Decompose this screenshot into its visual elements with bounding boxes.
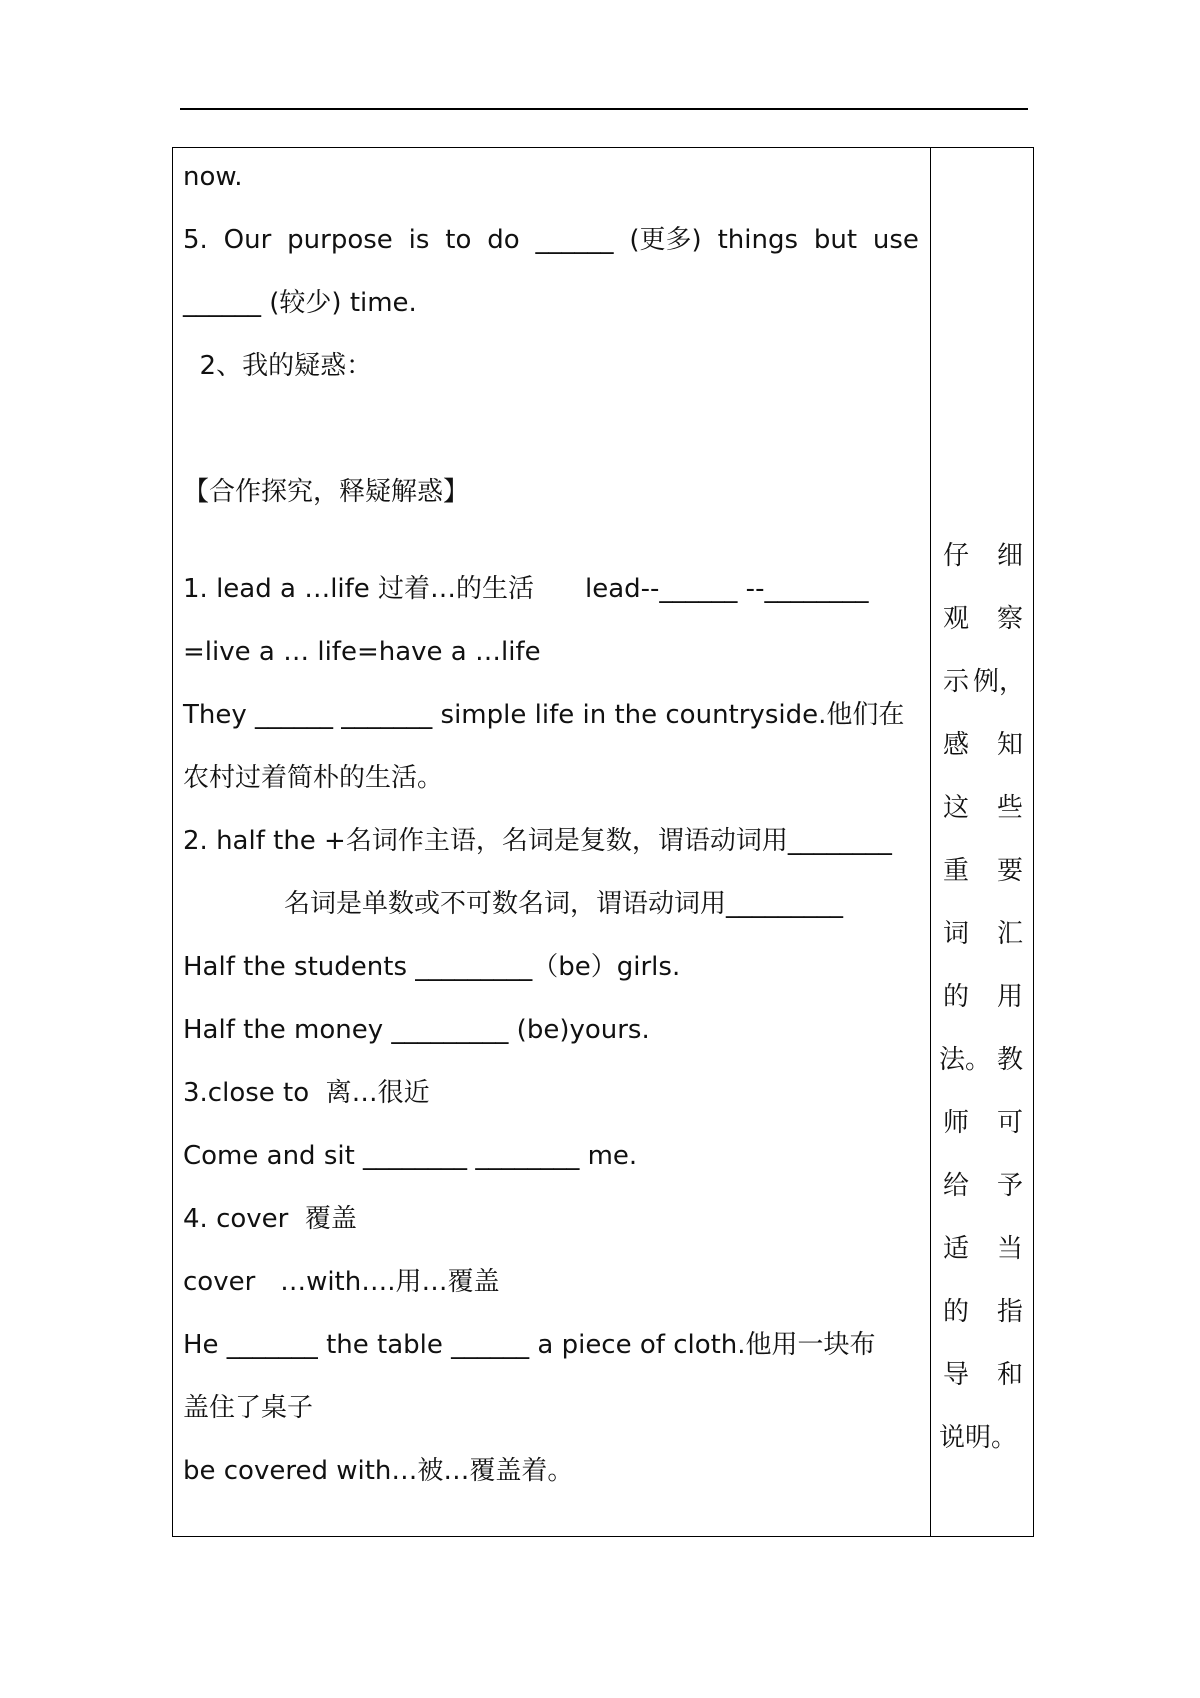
word: to xyxy=(445,225,472,255)
item-2-example-1: Half the students _________（be）girls. xyxy=(183,952,681,982)
blank: ______ xyxy=(535,225,614,255)
word: (更多) xyxy=(629,225,702,255)
header-rule xyxy=(180,108,1028,110)
word: but xyxy=(813,225,858,255)
sidebar-char: 细 xyxy=(996,541,1023,571)
item-4-example: He _______ the table ______ a piece of cloth.他用一块布 xyxy=(183,1330,876,1360)
exercise-5-line-2: ______ (较少) time. xyxy=(183,288,417,318)
sidebar-char: 例， xyxy=(973,667,1026,697)
sidebar-char: 示 xyxy=(942,667,969,697)
sidebar-char: 师 xyxy=(942,1108,969,1138)
sidebar-char: 和 xyxy=(996,1360,1023,1390)
sidebar-char: 知 xyxy=(996,730,1023,760)
item-3-example: Come and sit ________ ________ me. xyxy=(183,1141,638,1171)
sidebar-char: 观 xyxy=(942,604,969,634)
sidebar-char: 感 xyxy=(942,730,969,760)
item-2-rule-plural: 2. half the +名词作主语，名词是复数，谓语动词用________ xyxy=(183,826,892,856)
sidebar-char: 法。 xyxy=(939,1045,992,1075)
sidebar-char: 的 xyxy=(942,1297,969,1327)
sidebar-char: 汇 xyxy=(996,919,1023,949)
section-heading-cooperative: 【合作探究，释疑解惑】 xyxy=(183,477,470,507)
item-4-translation: 盖住了桌子 xyxy=(183,1393,314,1423)
sidebar-char: 要 xyxy=(996,856,1023,886)
sidebar-char: 用 xyxy=(996,982,1023,1012)
word: do xyxy=(487,225,520,255)
sidebar-char: 适 xyxy=(942,1234,969,1264)
sidebar-char: 教 xyxy=(996,1045,1023,1075)
word: 5. xyxy=(183,225,208,255)
sidebar-char: 这 xyxy=(942,793,969,823)
item-1-equivalents: =live a … life=have a …life xyxy=(183,637,541,667)
word: use xyxy=(872,225,919,255)
sidebar-char: 导 xyxy=(942,1360,969,1390)
sidebar-char: 予 xyxy=(996,1171,1023,1201)
sidebar-char: 仔 xyxy=(942,541,969,571)
word: is xyxy=(408,225,430,255)
item-1-forms: lead--______ --________ xyxy=(585,574,869,604)
sidebar-char: 察 xyxy=(996,604,1023,634)
item-1-example: They ______ _______ simple life in the countryside.他们在 xyxy=(183,700,905,730)
item-2-rule-singular: 名词是单数或不可数名词，谓语动词用_________ xyxy=(284,889,844,919)
word: things xyxy=(717,225,798,255)
exercise-5-line xyxy=(183,223,919,257)
text-line-now: now. xyxy=(183,162,243,192)
item-4-usage: cover …with….用…覆盖 xyxy=(183,1267,500,1297)
item-1-translation: 农村过着简朴的生活。 xyxy=(183,763,444,793)
sidebar-char: 重 xyxy=(942,856,969,886)
my-questions-heading: 2、我的疑惑： xyxy=(183,351,373,381)
item-1-title: 1. lead a …life 过着…的生活 xyxy=(183,574,535,604)
sidebar-char: 当 xyxy=(996,1234,1023,1264)
sidebar-char: 的 xyxy=(942,982,969,1012)
item-4-passive: be covered with…被…覆盖着。 xyxy=(183,1456,574,1486)
word: purpose xyxy=(287,225,393,255)
item-2-example-2: Half the money _________ (be)yours. xyxy=(183,1015,650,1045)
column-divider xyxy=(930,147,931,1537)
item-3-title: 3.close to 离…很近 xyxy=(183,1078,430,1108)
item-4-title: 4. cover 覆盖 xyxy=(183,1204,357,1234)
sidebar-char: 词 xyxy=(942,919,969,949)
sidebar-char: 指 xyxy=(996,1297,1023,1327)
sidebar-char: 给 xyxy=(942,1171,969,1201)
word: Our xyxy=(223,225,272,255)
sidebar-char: 些 xyxy=(996,793,1023,823)
sidebar-char: 说明。 xyxy=(939,1423,1018,1453)
sidebar-char: 可 xyxy=(996,1108,1023,1138)
